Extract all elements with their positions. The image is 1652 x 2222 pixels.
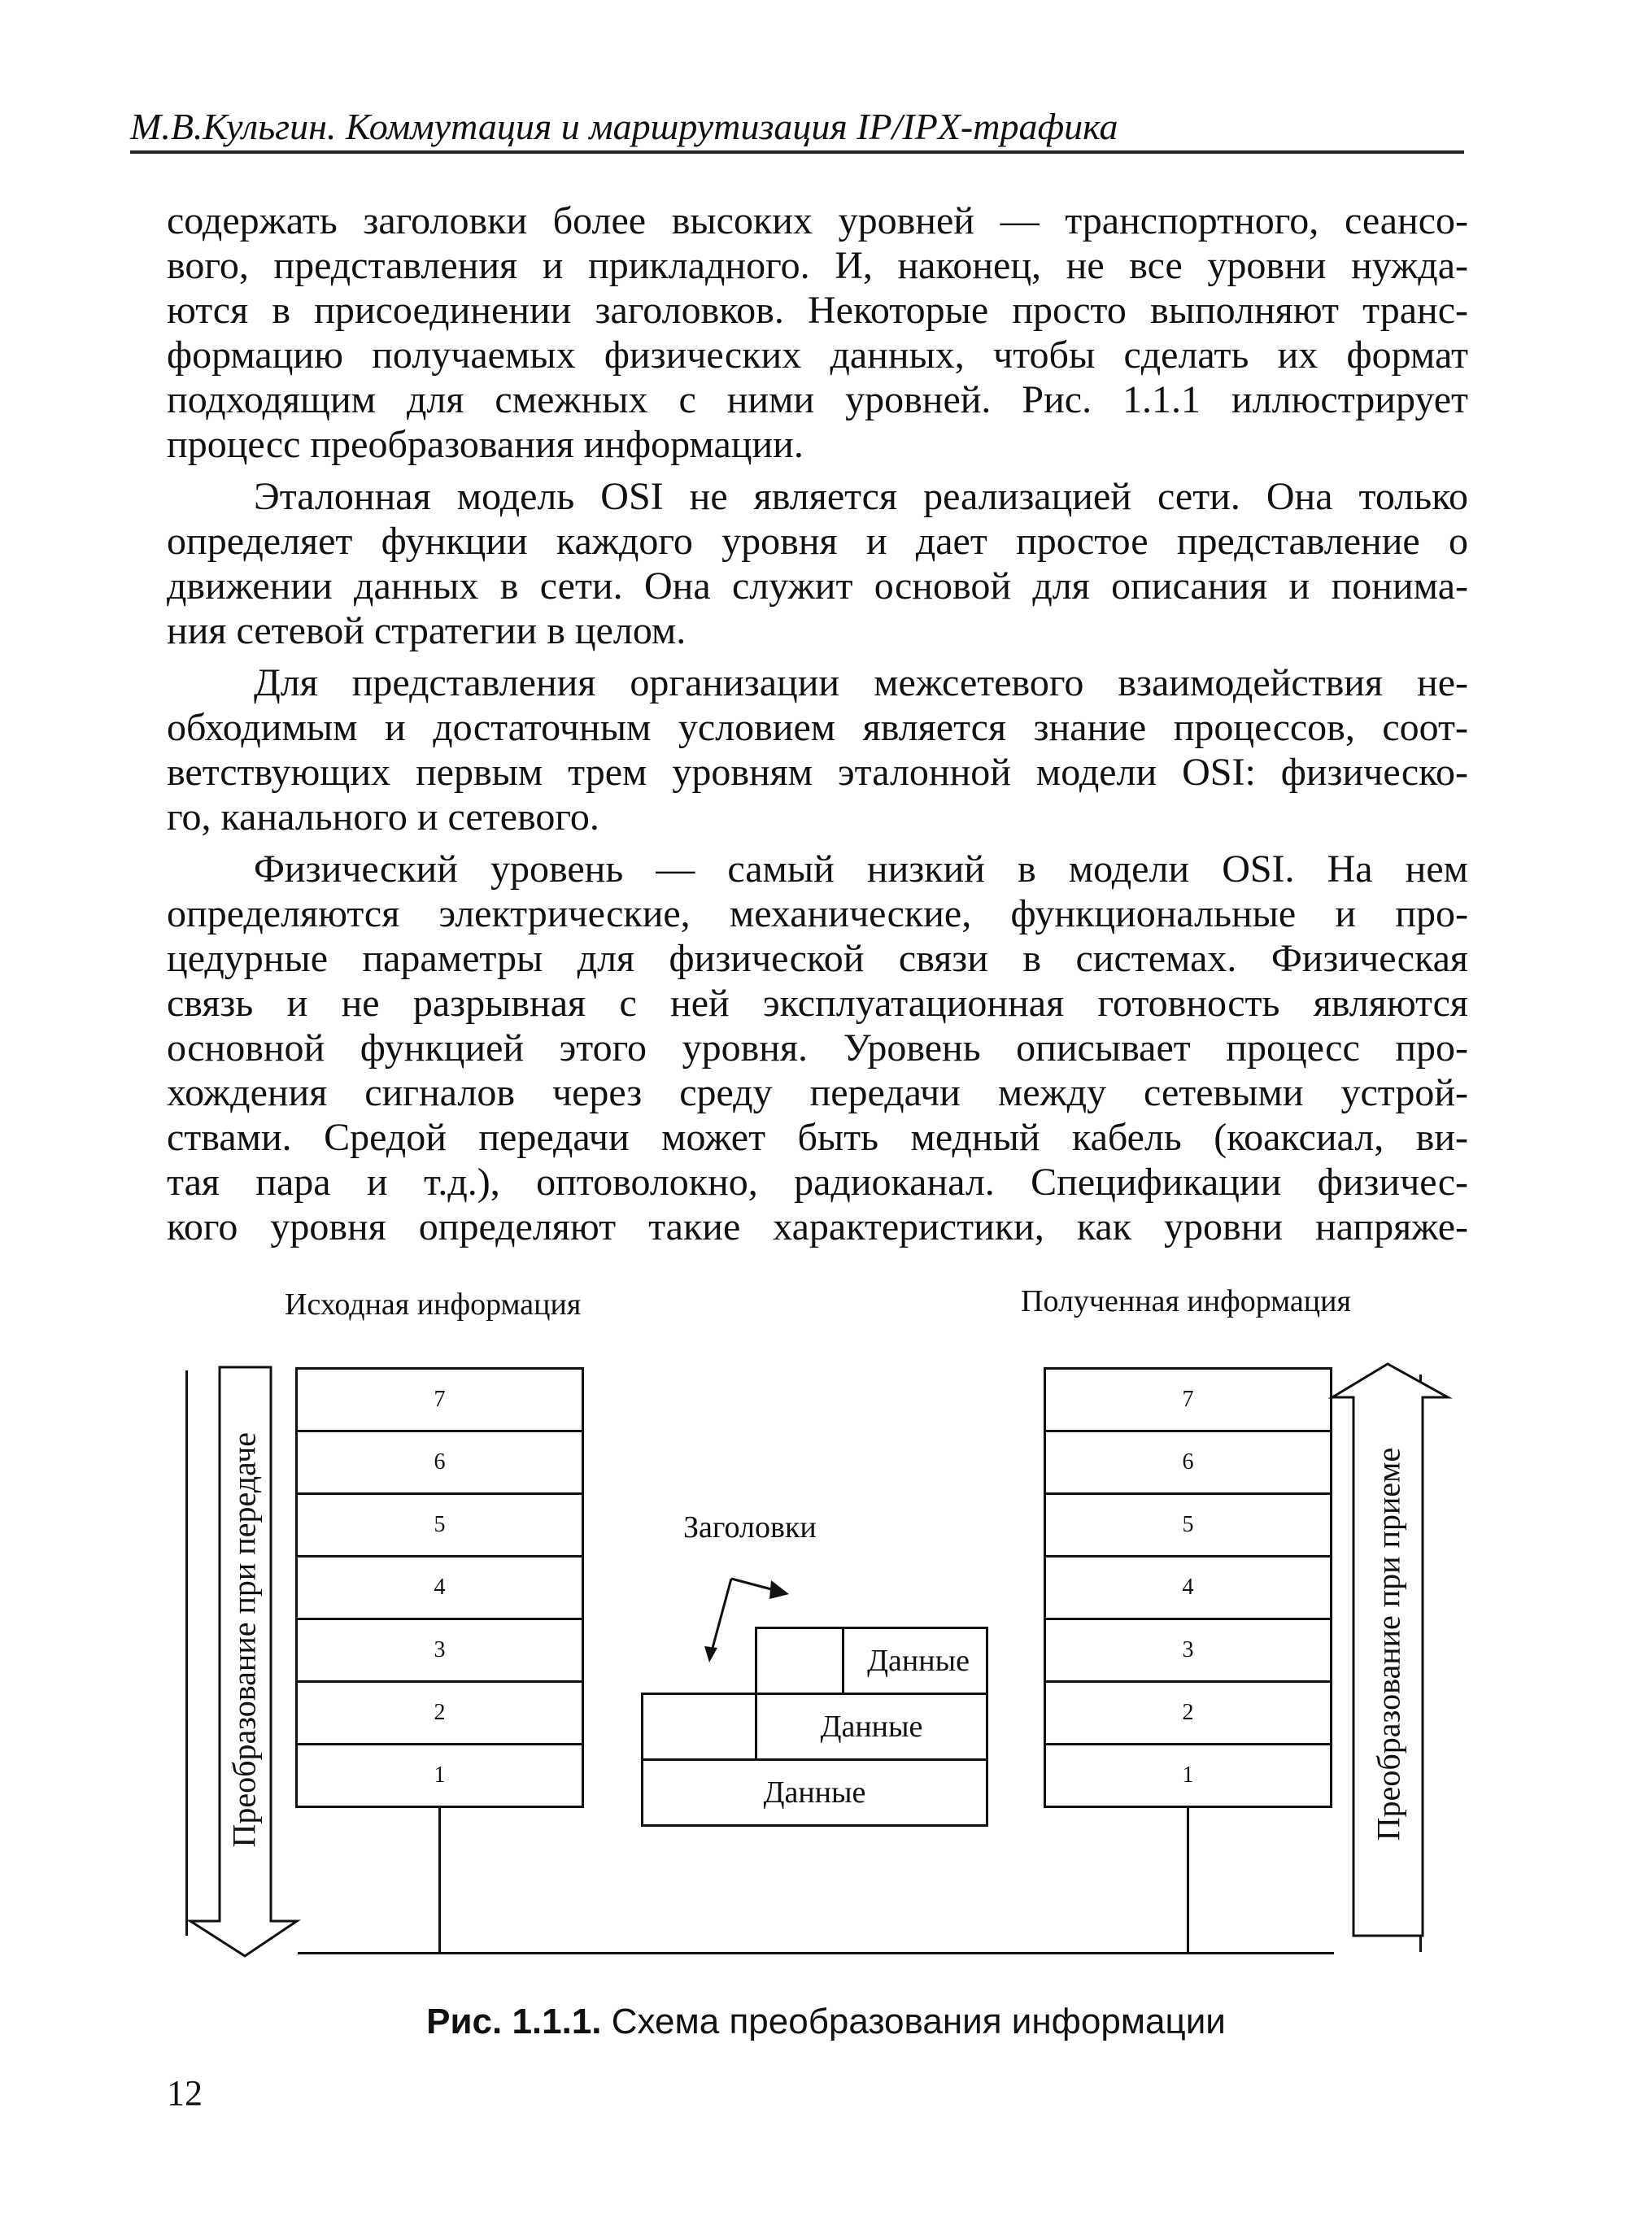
received-layer-6: 6 [1044, 1430, 1332, 1495]
received-layer-5: 5 [1044, 1492, 1332, 1558]
text-line: ветствующих первым трем уровням эталонной модели OSI: физическо- [167, 751, 1468, 794]
received-layer-3: 3 [1044, 1618, 1332, 1683]
source-layer-1: 1 [295, 1743, 584, 1808]
text-line: цедурные параметры для физической связи в системах. Физическая [167, 937, 1468, 980]
page-number: 12 [167, 2073, 203, 2113]
receive-arrow-label: Преобразование при приеме [1370, 1447, 1407, 1841]
send-arrow-label: Преобразование при передаче [225, 1431, 263, 1848]
received-info-label: Полученная информация [1021, 1284, 1351, 1318]
text-line: основной функцией этого уровня. Уровень описывает процесс про- [167, 1026, 1468, 1070]
caption-text: Схема преобразования информации [601, 2002, 1226, 2041]
data-block-top: Данные [842, 1627, 988, 1695]
text-line: го, канального и сетевого. [167, 795, 599, 839]
caption-prefix: Рис. 1.1.1. [426, 2002, 602, 2041]
running-head: М.В.Кульгин. Коммутация и маршрутизация IP/IPX-трафика [130, 106, 1118, 147]
data-block-bottom: Данные [641, 1758, 988, 1827]
text-line: движении данных в сети. Она служит основой для описания и понима- [167, 564, 1468, 608]
source-layer-2: 2 [295, 1680, 584, 1745]
text-line: вого, представления и прикладного. И, наконец, не все уровни нужда- [167, 244, 1468, 287]
headers-pointer-left-icon [712, 1579, 731, 1651]
source-layer-6: 6 [295, 1430, 584, 1495]
received-layer-2: 2 [1044, 1680, 1332, 1745]
text-line: хождения сигналов через среду передачи между сетевыми устрой- [167, 1071, 1468, 1114]
text-line: определяет функции каждого уровня и дает простое представление о [167, 520, 1468, 563]
source-layer-4: 4 [295, 1555, 584, 1620]
source-layer-7: 7 [295, 1367, 584, 1432]
text-line: Эталонная модель OSI не является реализацией сети. Она только [254, 475, 1468, 518]
text-line: содержать заголовки более высоких уровней — транспортного, сеансо- [167, 199, 1468, 242]
text-line: ния сетевой стратегии в целом. [167, 609, 687, 652]
text-line: подходящим для смежных с ними уровней. Рис. 1.1.1 иллюстрирует [167, 378, 1468, 421]
headers-pointer-right-head-icon [769, 1580, 789, 1599]
text-line: Для представления организации межсетевого взаимодействия не- [254, 661, 1468, 704]
text-line: Физический уровень — самый низкий в модели OSI. На нем [254, 847, 1468, 891]
text-line: определяются электрические, механические, функциональные и про- [167, 892, 1468, 935]
source-info-label: Исходная информация [285, 1287, 582, 1322]
figure-caption [0, 2001, 1652, 2043]
received-layer-4: 4 [1044, 1555, 1332, 1620]
text-line: связь и не разрывная с ней эксплуатационная готовность являются [167, 982, 1468, 1025]
data-block-middle: Данные [755, 1693, 988, 1761]
headers-pointer-right-icon [731, 1579, 774, 1590]
text-line: формацию получаемых физических данных, чтобы сделать их формат [167, 333, 1468, 377]
text-line: тая пара и т.д.), оптоволокно, радиоканал. Спецификации физичес- [167, 1161, 1468, 1204]
source-layer-3: 3 [295, 1618, 584, 1683]
text-line: кого уровня определяют такие характеристики, как уровни напряже- [167, 1205, 1468, 1248]
received-layer-1: 1 [1044, 1743, 1332, 1808]
text-line: обходимым и достаточным условием является знание процессов, соот- [167, 706, 1468, 749]
text-line: ствами. Средой передачи может быть медный кабель (коаксиал, ви- [167, 1116, 1468, 1159]
text-line: процесс преобразования информации. [167, 423, 804, 466]
headers-label: Заголовки [683, 1510, 817, 1545]
headers-pointer-left-head-icon [704, 1646, 717, 1662]
text-line: ются в присоединении заголовков. Некоторые просто выполняют транс- [167, 289, 1468, 332]
source-layer-5: 5 [295, 1492, 584, 1558]
received-layer-7: 7 [1044, 1367, 1332, 1432]
